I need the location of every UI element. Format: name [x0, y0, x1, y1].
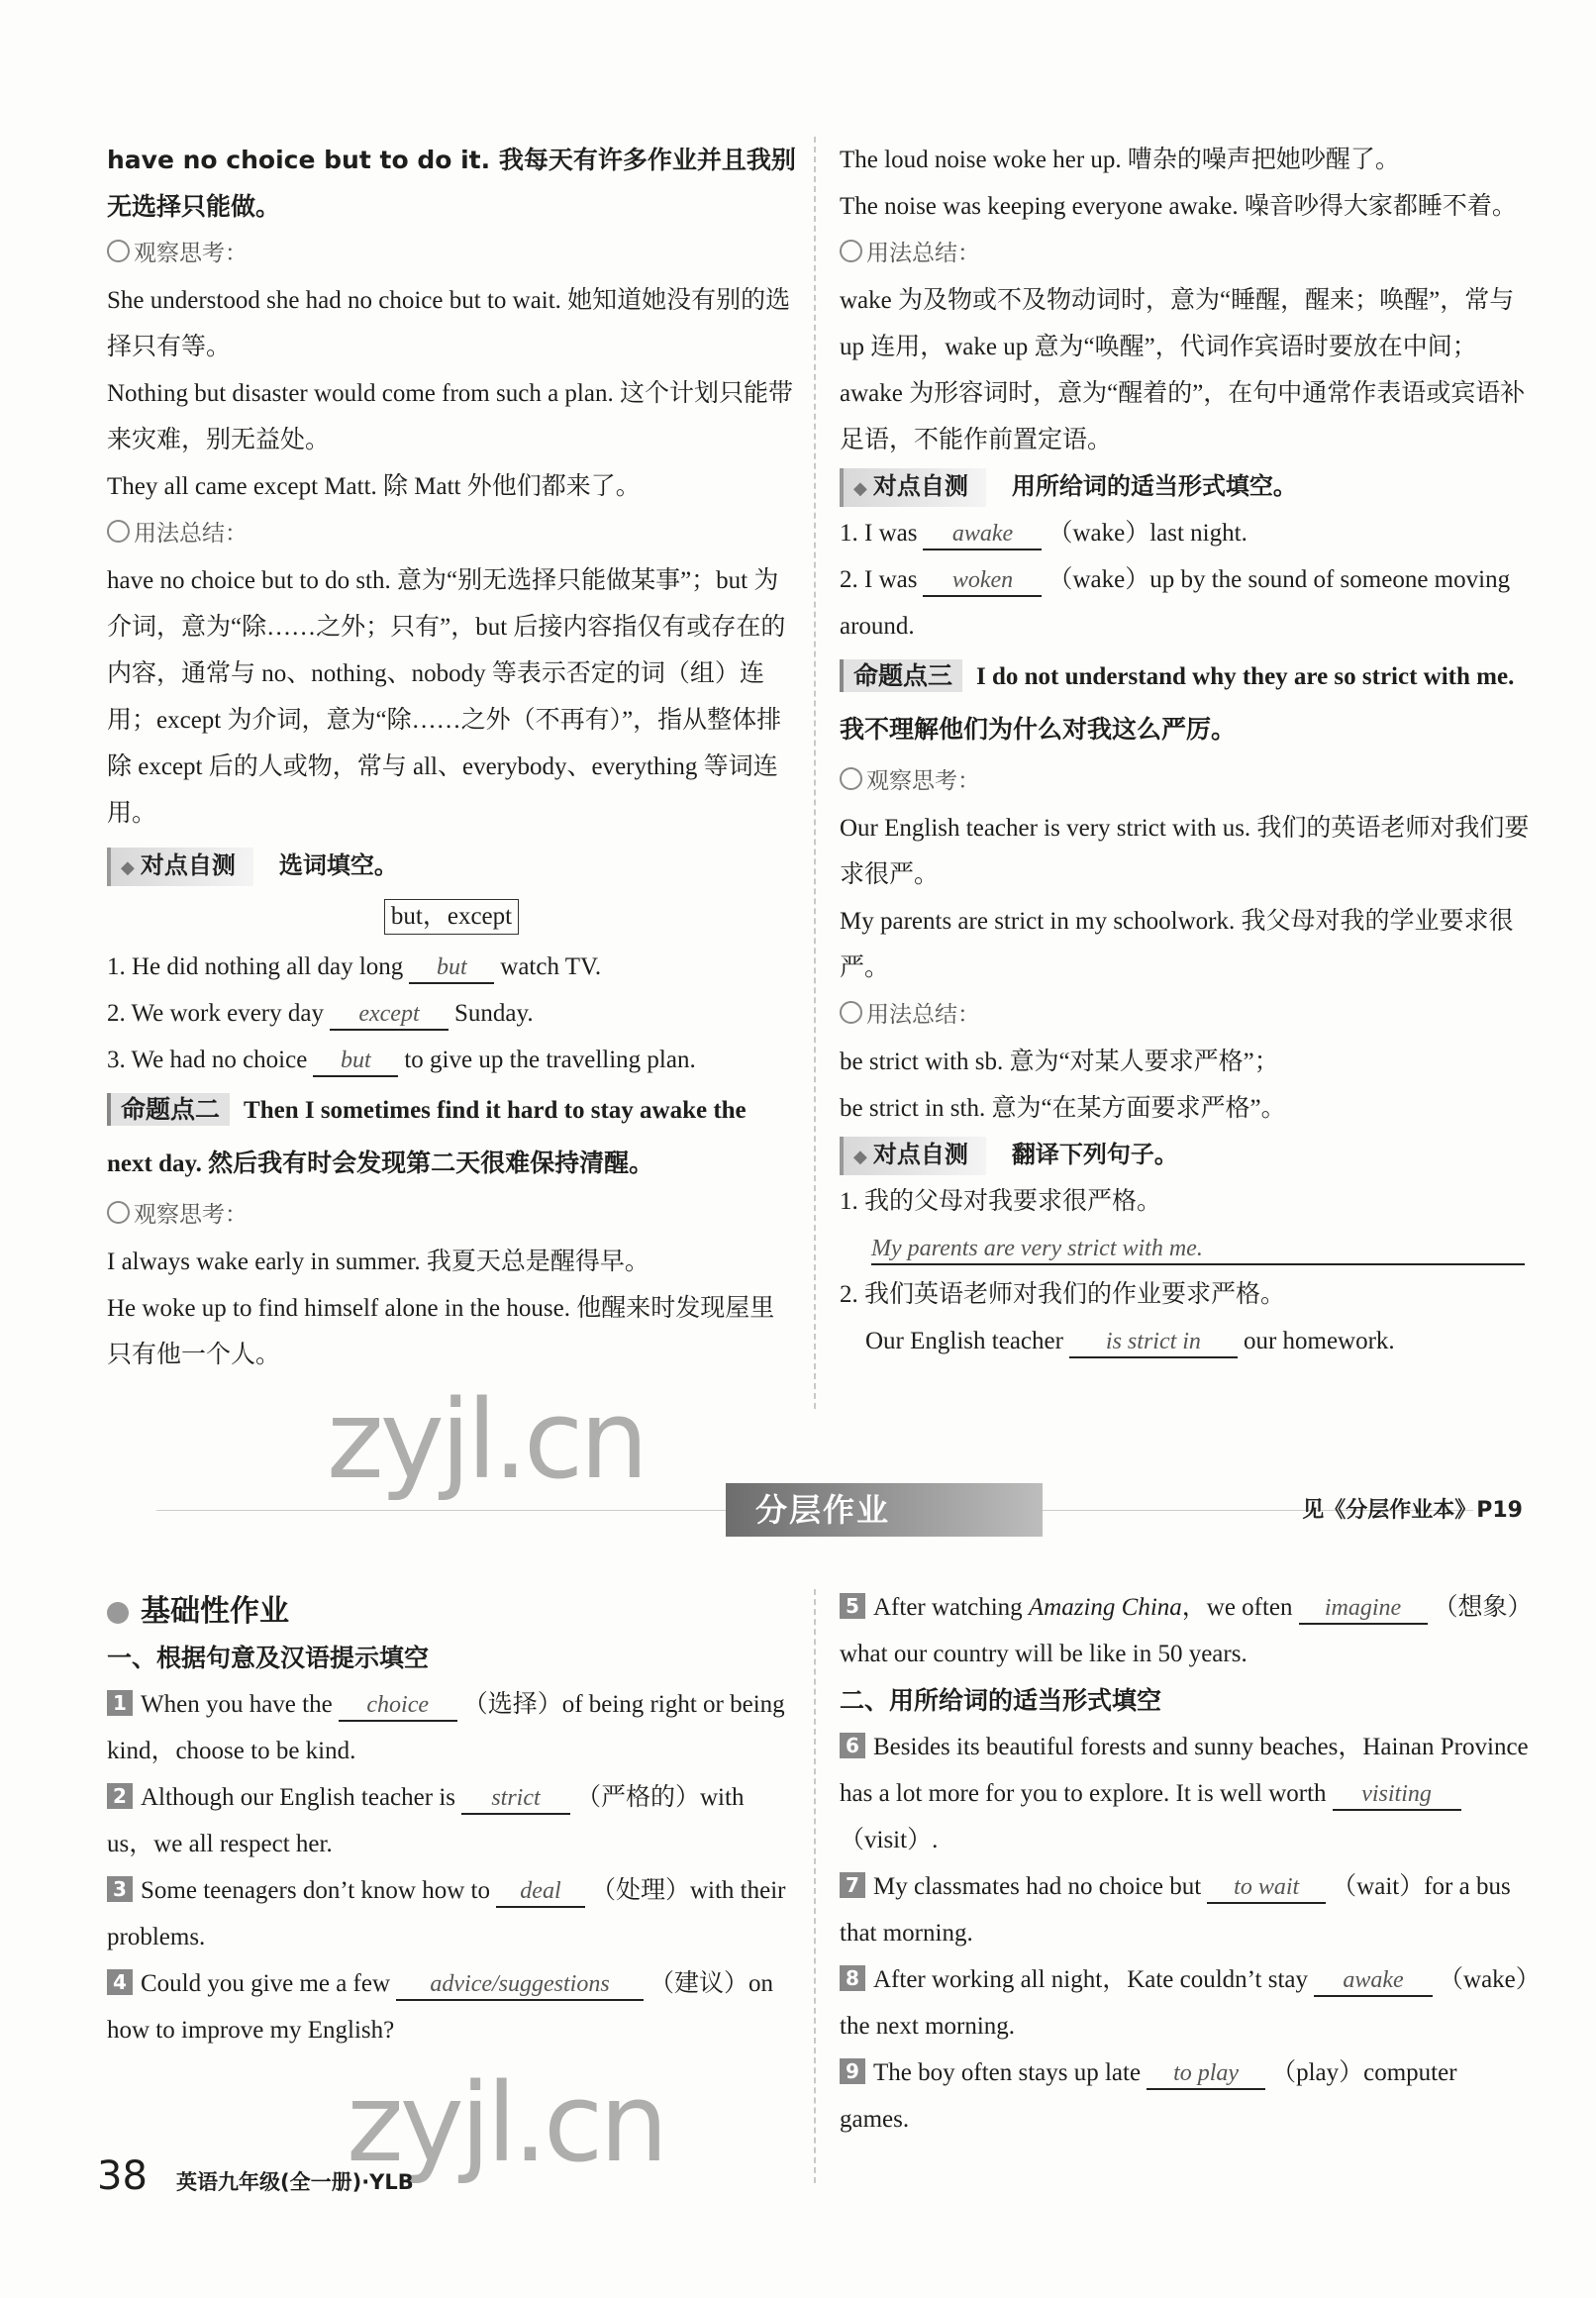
answer-blank[interactable]: is strict in — [1069, 1327, 1238, 1358]
translate-question: 1. 我的父母对我要求很严格。 — [840, 1188, 1162, 1215]
circle-icon — [107, 240, 130, 262]
answer-blank[interactable]: deal — [496, 1876, 585, 1908]
test-instruction: 选词填空。 — [278, 851, 398, 879]
answer-blank[interactable]: strict — [461, 1783, 570, 1815]
diamond-icon: ◆ — [853, 478, 867, 499]
usage-text: have no choice but to do sth. 意为“别无选择只能做某事”；but 为介词，意为“除……之外；只有”，but 后接内容指仅有或存在的内容，通常与 no、nothing、nobody 等表示否定的词（组）连用；except 为介词，意为“除……之外（不再有）”，指从整体排除 except 后的人或物，常与 all、everybody、everything 等词连用。 — [107, 567, 786, 827]
answer-blank[interactable]: advice/suggestions — [396, 1969, 644, 2001]
answer-blank[interactable]: except — [330, 999, 449, 1031]
observe-label: 观察思考： — [107, 1191, 796, 1239]
example: He woke up to find himself alone in the house. 他醒来时发现屋里只有他一个人。 — [107, 1295, 775, 1368]
word-box-row — [107, 893, 796, 940]
circle-icon — [107, 1201, 130, 1224]
left-column — [107, 137, 796, 1378]
answer-blank[interactable]: to play — [1147, 2058, 1265, 2090]
self-test-tag: ◆ 对点自测 — [107, 848, 253, 886]
section-heading: 二、用所给词的适当形式填空 — [840, 1686, 1162, 1715]
example: The noise was keeping everyone awake. 噪音吵得大家都睡不着。 — [840, 193, 1517, 220]
footer-text: 英语九年级(全一册)·YLB — [176, 2170, 414, 2194]
example: Our English teacher is very strict with us. 我们的英语老师对我们要求很严。 — [840, 815, 1530, 888]
homework-item: 2 Although our English teacher is strict （严格的）with us，we all respect her. — [107, 1784, 745, 1857]
circle-icon — [840, 1001, 862, 1024]
observe-label: 观察思考： — [840, 757, 1531, 805]
test-instruction: 翻译下列句子。 — [1011, 1141, 1178, 1168]
self-test-tag: ◆ 对点自测 — [840, 1137, 986, 1175]
example: I always wake early in summer. 我夏天总是醒得早。 — [107, 1249, 649, 1275]
intro-bold: have no choice but to do it. 我每天有许多作业并且我别无选择只能做。 — [107, 146, 796, 221]
homework-title: 基础性作业 — [107, 1588, 796, 1635]
example: My parents are strict in my schoolwork. 我父母对我的学业要求很严。 — [840, 908, 1514, 981]
column-divider — [814, 1589, 816, 2183]
observe-label: 观察思考： — [107, 230, 796, 277]
usage-text: be strict in sth. 意为“在某方面要求严格”。 — [840, 1095, 1286, 1122]
answer-blank[interactable]: to wait — [1207, 1872, 1326, 1904]
homework-item: 9 The boy often stays up late to play （play）computer games. — [840, 2059, 1457, 2133]
answer-blank[interactable]: choice — [339, 1690, 457, 1722]
usage-label: 用法总结： — [840, 230, 1531, 277]
answer-blank[interactable]: awake — [1314, 1965, 1433, 1997]
circle-icon — [840, 240, 862, 262]
section-heading: 一、根据句意及汉语提示填空 — [107, 1644, 430, 1672]
homework-item: 6 Besides its beautiful forests and sunny beaches，Hainan Province has a lot more for you to explore. It is well worth visiting（visit）. — [840, 1734, 1529, 1853]
homework-item: 4 Could you give me a few advice/suggestions （建议）on how to improve my English? — [107, 1970, 774, 2044]
method-point-3: 命题点三 I do not understand why they are so strict with me. 我不理解他们为什么对我这么严厉。 — [840, 661, 1515, 744]
answer-blank[interactable]: imagine — [1299, 1593, 1428, 1625]
homework-item: 8 After working all night，Kate couldn’t stay awake （wake）the next morning. — [840, 1966, 1529, 2040]
test-header — [840, 463, 1531, 510]
usage-label: 用法总结： — [840, 991, 1531, 1039]
test-header — [107, 843, 796, 889]
test-header — [840, 1132, 1531, 1178]
question: 3. We had no choice but to give up the travelling plan. — [107, 1037, 796, 1083]
example: They all came except Matt. 除 Matt 外他们都来了。 — [107, 473, 641, 500]
circle-icon — [107, 520, 130, 543]
homework-item: 3 Some teenagers don’t know how to deal （处理）with their problems. — [107, 1877, 786, 1950]
column-divider — [814, 137, 816, 1409]
usage-label: 用法总结： — [107, 510, 796, 557]
page-number: 38 — [97, 2153, 148, 2199]
right-column — [840, 137, 1531, 1364]
test-instruction: 用所给词的适当形式填空。 — [1011, 472, 1297, 500]
question: 2. We work every day except Sunday. — [107, 990, 796, 1037]
homework-item: 7 My classmates had no choice but to wait （wait）for a bus that morning. — [840, 1873, 1511, 1947]
diamond-icon: ◆ — [853, 1147, 867, 1167]
watermark: zyjl.cn — [327, 1376, 646, 1503]
answer-blank[interactable]: visiting — [1333, 1779, 1461, 1811]
answer-blank[interactable]: awake — [923, 519, 1042, 550]
answer-blank[interactable]: woken — [923, 565, 1042, 597]
word-box: but，except — [384, 899, 519, 935]
banner-reference: 见《分层作业本》P19 — [1302, 1498, 1523, 1523]
homework-left — [107, 1588, 796, 2053]
homework-item: 1 When you have the choice （选择）of being right or being kind，choose to be kind. — [107, 1691, 785, 1764]
usage-text: be strict with sb. 意为“对某人要求严格”； — [840, 1049, 1279, 1075]
homework-item: 5 After watching Amazing China，we often imagine （想象）what our country will be like in 50 years. — [840, 1594, 1521, 1667]
watermark: zyjl.cn — [347, 2059, 665, 2186]
method-point-2: 命题点二 Then I sometimes find it hard to stay awake the next day. 然后我有时会发现第二天很难保持清醒。 — [107, 1095, 747, 1177]
homework-right — [840, 1584, 1531, 2143]
self-test-tag: ◆ 对点自测 — [840, 468, 986, 507]
usage-text: wake 为及物或不及物动词时，意为“睡醒，醒来；唤醒”，常与 up 连用，wake up 意为“唤醒”，代词作宾语时要放在中间；awake 为形容词时，意为“醒着的”，在句中通常作表语或宾语补足语，不能作前置定语。 — [840, 287, 1526, 453]
question: 1. He did nothing all day long but watch TV. — [107, 944, 796, 990]
answer-blank[interactable]: but — [313, 1046, 398, 1077]
answer-blank[interactable]: My parents are very strict with me. — [871, 1234, 1525, 1265]
translate-answer-row: Our English teacher is strict in our homework. — [840, 1318, 1531, 1364]
circle-icon — [840, 767, 862, 790]
example: Nothing but disaster would come from such a plan. 这个计划只能带来灾难，别无益处。 — [107, 380, 793, 453]
example: She understood she had no choice but to wait. 她知道她没有别的选择只有等。 — [107, 287, 791, 360]
question: 1. I was awake （wake）last night. — [840, 510, 1531, 556]
translate-answer-row — [840, 1225, 1531, 1271]
question: 2. I was woken （wake）up by the sound of someone moving around. — [840, 566, 1511, 640]
translate-question: 2. 我们英语老师对我们的作业要求严格。 — [840, 1281, 1286, 1308]
diamond-icon: ◆ — [121, 857, 135, 878]
section-marker-icon — [107, 1602, 129, 1624]
banner-title: 分层作业 — [726, 1483, 1043, 1537]
answer-blank[interactable]: but — [409, 952, 494, 984]
example: The loud noise woke her up. 嘈杂的噪声把她吵醒了。 — [840, 147, 1400, 173]
